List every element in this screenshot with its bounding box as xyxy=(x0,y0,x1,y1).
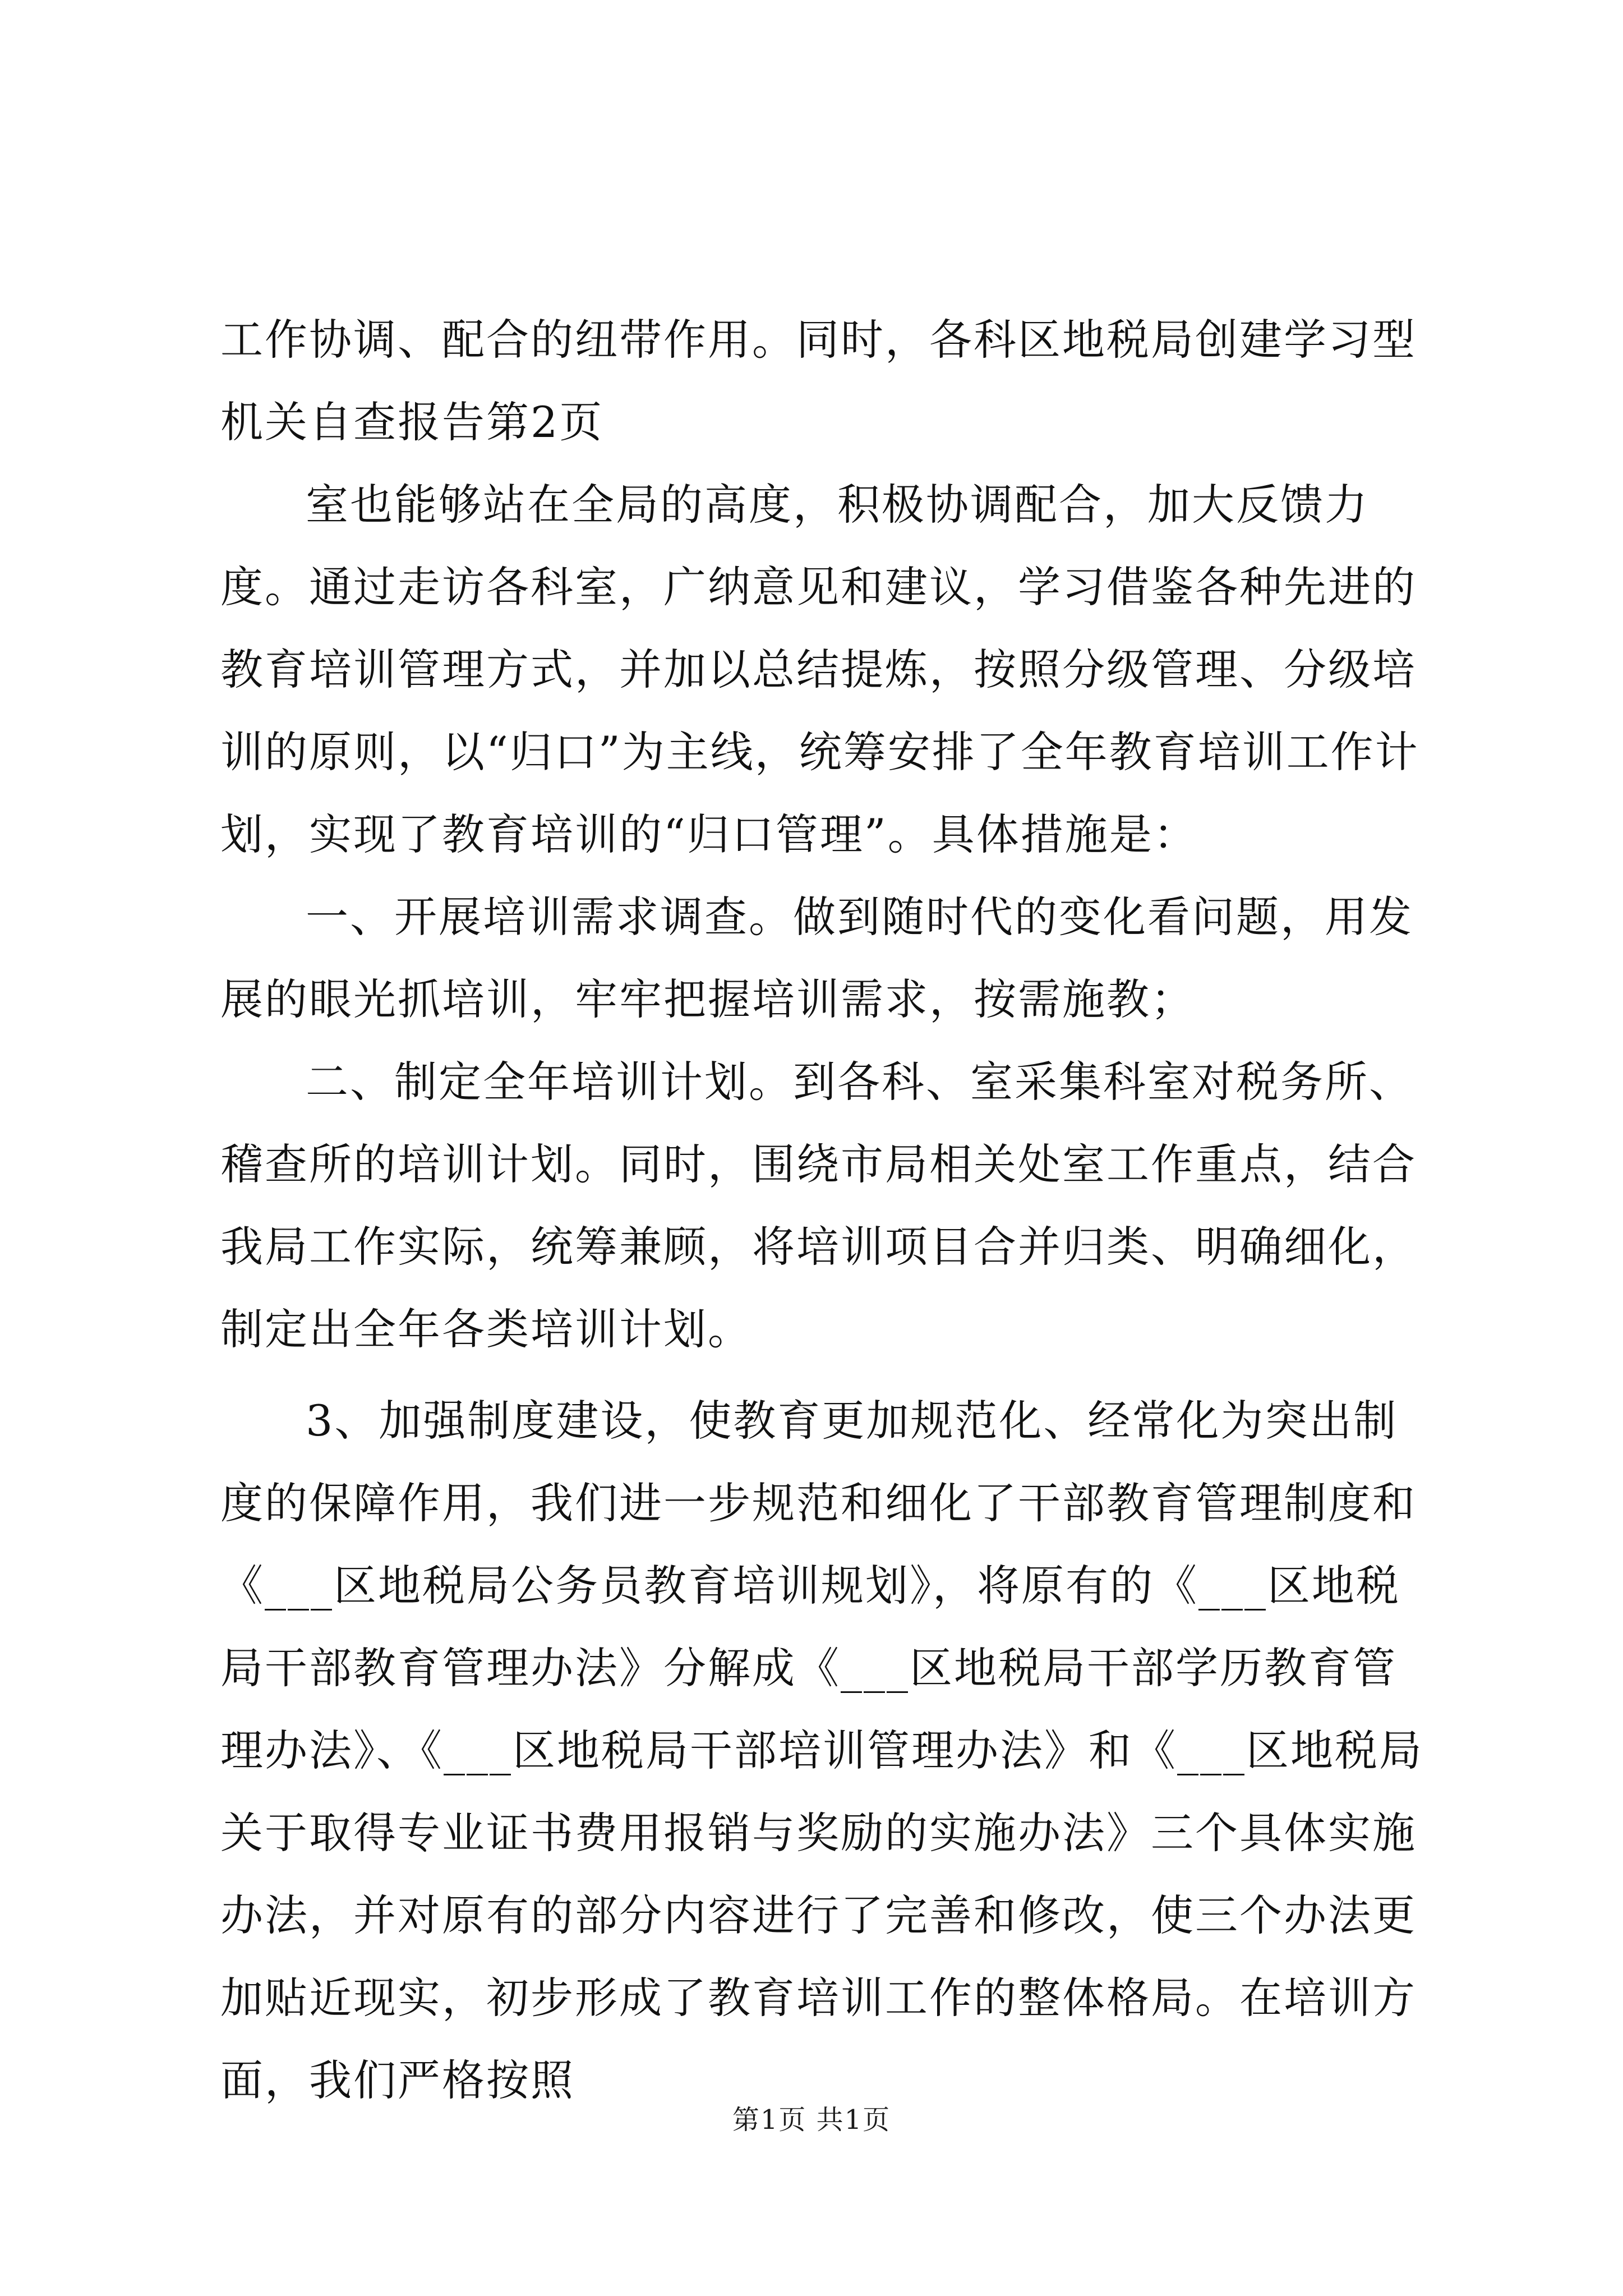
paragraph-item-two: 二、制定全年培训计划。到各科、室采集科室对税务所、稽查所的培训计划。同时，围绕市局相关处室工作重点，结合我局工作实际，统筹兼顾，将培训项目合并归类、明确细化，制定出全年各类培训计划。 xyxy=(220,1057,1417,1354)
paragraph-item-one: 一、开展培训需求调查。做到随时代的变化看问题，用发展的眼光抓培训，牢牢把握培训需求，按需施教； xyxy=(220,892,1413,1024)
page-footer: 第1页 共1页 xyxy=(732,2104,891,2136)
paragraph-item-three: 3、加强制度建设，使教育更加规范化、经常化为突出制度的保障作用，我们进一步规范和细化了干部教育管理制度和《___区地税局公务员教育培训规划》，将原有的《___区地税局干部教育管理办法》分解成《___区地税局干部学历教育管理办法》、《___区地税局干部培训管理办法》和《___区地税局关于取得专业证书费用报销与奖励的实施办法》三个具体实施办法，并对原有的部分内容进行了完善和修改，使三个办法更加贴近现实，初步形成了教育培训工作的整体格局。在培训方面，我们严格按照 xyxy=(220,1396,1423,2105)
paragraph-coordination: 室也能够站在全局的高度，积极协调配合，加大反馈力度。通过走访各科室，广纳意见和建议，学习借鉴各种先进的教育培训管理方式，并加以总结提炼，按照分级管理、分级培训的原则，以“归口”为主线，统筹安排了全年教育培训工作计划，实现了教育培训的“归口管理”。具体措施是： xyxy=(220,480,1419,859)
paragraph-continuation: 工作协调、配合的纽带作用。同时，各科区地税局创建学习型机关自查报告第2页 xyxy=(220,315,1417,447)
document-body xyxy=(220,298,1426,2122)
